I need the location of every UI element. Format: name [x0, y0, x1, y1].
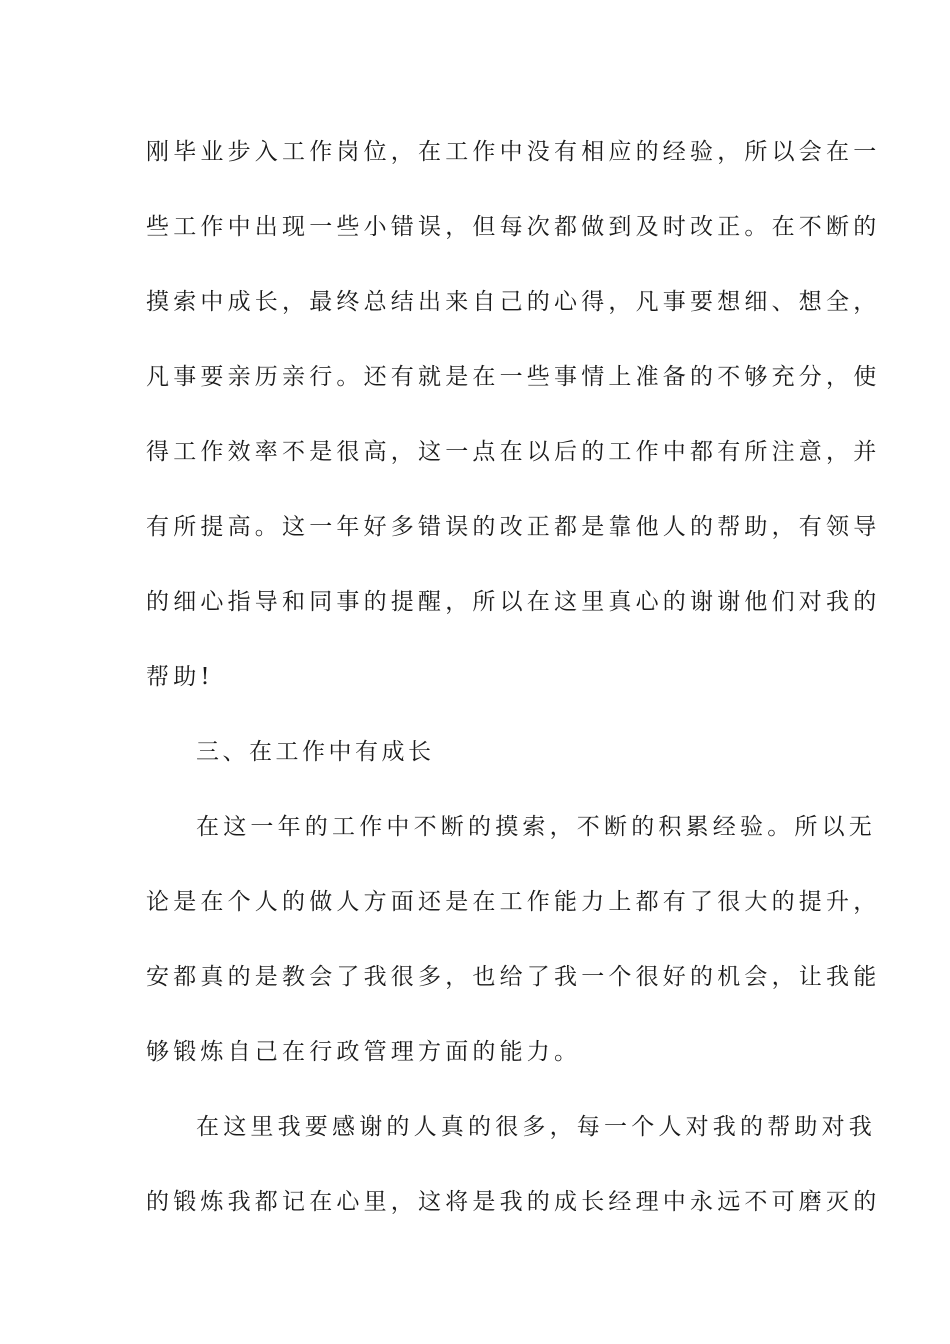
paragraph-line: 得工作效率不是很高，这一点在以后的工作中都有所注意，并: [146, 439, 881, 465]
paragraph-line: 有所提高。这一年好多错误的改正都是靠他人的帮助，有领导: [146, 514, 881, 540]
paragraph-line: 的细心指导和同事的提醒，所以在这里真心的谢谢他们对我的: [146, 589, 881, 615]
paragraph-line: 摸索中成长，最终总结出来自己的心得，凡事要想细、想全，: [146, 289, 881, 315]
paragraph-line: 凡事要亲历亲行。还有就是在一些事情上准备的不够充分，使: [146, 364, 881, 390]
paragraph-line: 在这一年的工作中不断的摸索，不断的积累经验。所以无: [196, 814, 876, 840]
paragraph-line: 的锻炼我都记在心里，这将是我的成长经理中永远不可磨灭的: [146, 1189, 881, 1215]
paragraph-line: 帮助!: [146, 664, 214, 690]
paragraph-line: 安都真的是教会了我很多，也给了我一个很好的机会，让我能: [146, 964, 881, 990]
paragraph-line: 些工作中出现一些小错误，但每次都做到及时改正。在不断的: [146, 214, 881, 240]
paragraph-line: 刚毕业步入工作岗位，在工作中没有相应的经验，所以会在一: [146, 139, 881, 165]
paragraph-line: 够锻炼自己在行政管理方面的能力。: [146, 1039, 582, 1065]
paragraph-line: 论是在个人的做人方面还是在工作能力上都有了很大的提升，: [146, 889, 881, 915]
section-heading: 三、在工作中有成长: [196, 739, 435, 765]
paragraph-line: 在这里我要感谢的人真的很多，每一个人对我的帮助对我: [196, 1114, 876, 1140]
